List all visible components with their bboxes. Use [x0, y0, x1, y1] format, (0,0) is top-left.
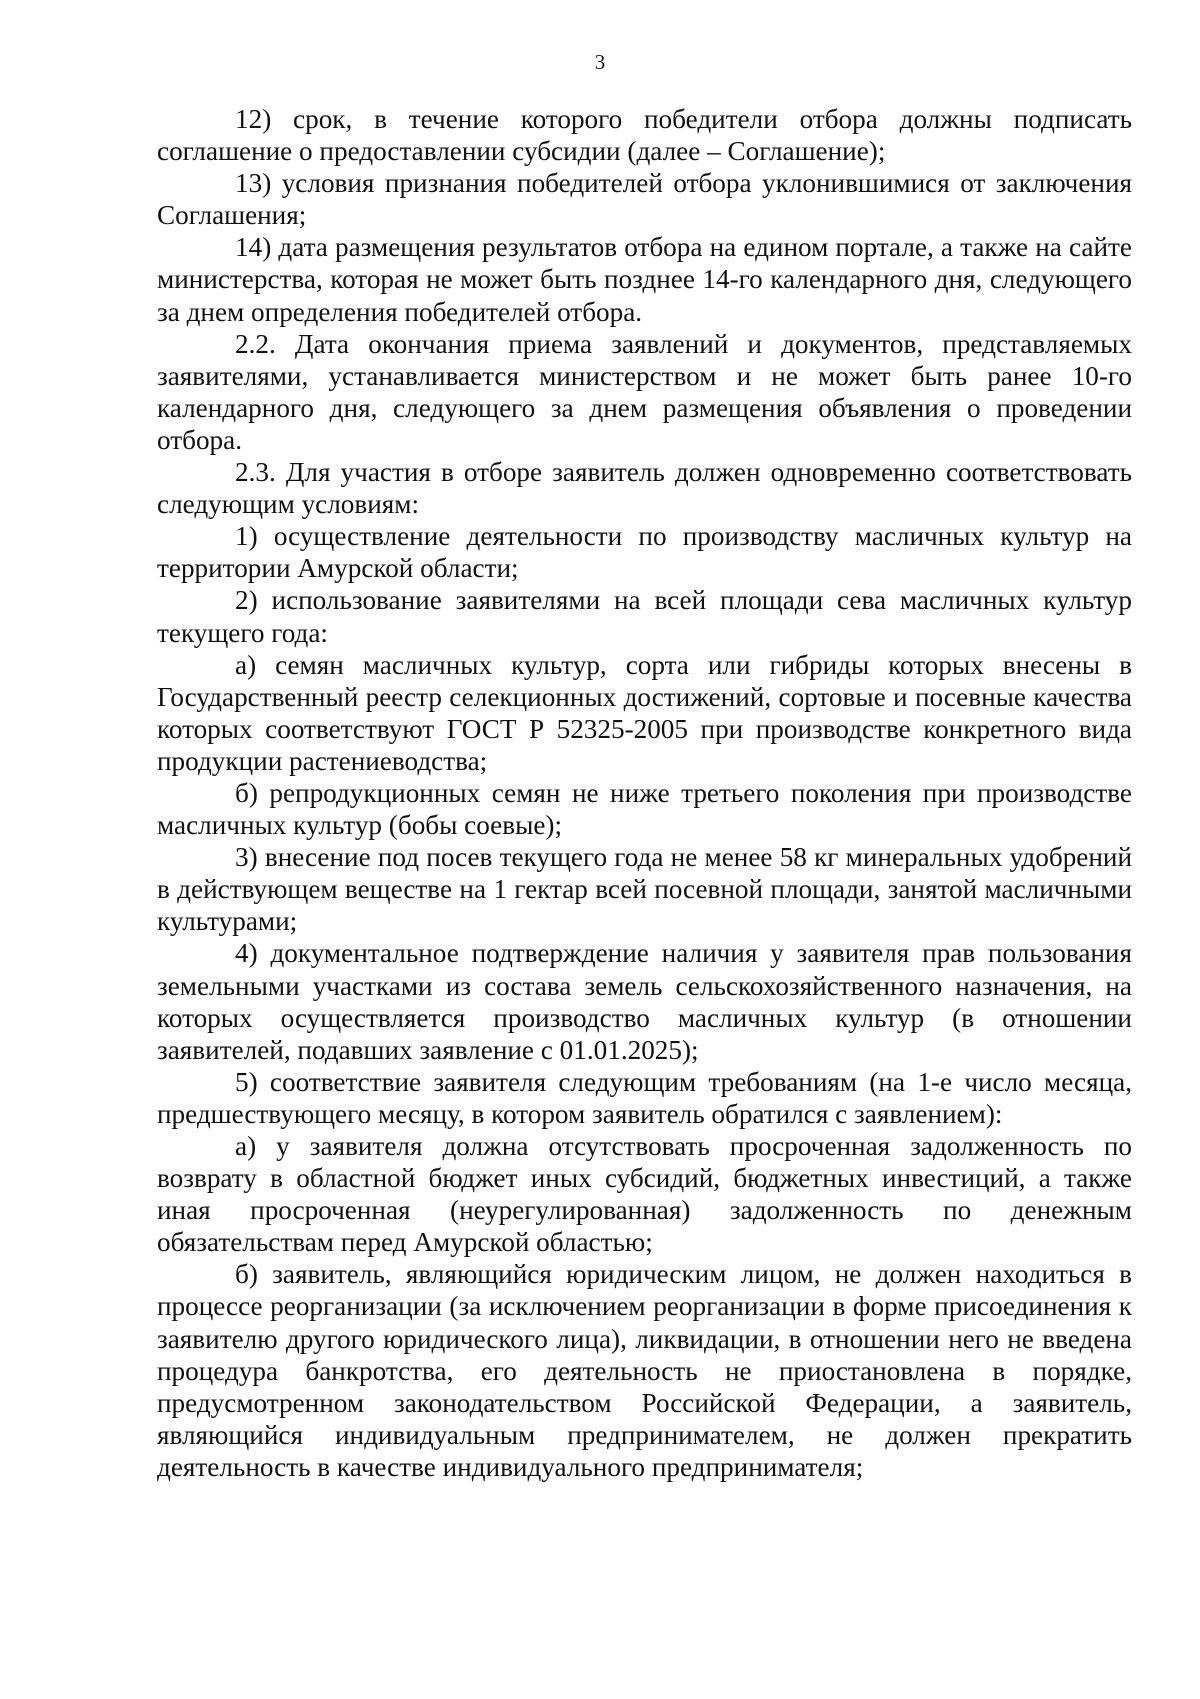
- paragraph-condition-5a: а) у заявителя должна отсутствовать просроченная задолженность по возврату в областной бюджет иных субсидий, бюджетных инвестиций, а также иная просроченная (неурегулированная) задолженность по денежным обязательствам перед Амурской областью;: [157, 1131, 1132, 1258]
- paragraph-condition-1: 1) осуществление деятельности по производству масличных культур на территории Амурской области;: [157, 521, 1132, 584]
- paragraph-condition-2a: а) семян масличных культур, сорта или гибриды которых внесены в Государственный реестр селекционных достижений, сортовые и посевные качества которых соответствуют ГОСТ Р 52325-2005 при производстве конкретного вида продукции растениеводства;: [157, 649, 1132, 776]
- paragraph-item-12: 12) срок, в течение которого победители отбора должны подписать соглашение о предоставлении субсидии (далее – Соглашение);: [157, 104, 1132, 167]
- paragraph-item-14: 14) дата размещения результатов отбора на едином портале, а также на сайте министерства, которая не может быть позднее 14-го календарного дня, следующего за днем определения победителей отбора.: [157, 232, 1132, 327]
- document-body: [157, 103, 1132, 1483]
- paragraph-condition-4: 4) документальное подтверждение наличия у заявителя прав пользования земельными участками из состава земель сельскохозяйственного назначения, на которых осуществляется производство масличных культур (в отношении заявителей, подавших заявление с 01.01.2025);: [157, 938, 1132, 1065]
- paragraph-condition-2b: б) репродукционных семян не ниже третьего поколения при производстве масличных культур (бобы соевые);: [157, 777, 1132, 841]
- paragraph-condition-5: 5) соответствие заявителя следующим требованиям (на 1-е число месяца, предшествующего месяцу, в котором заявитель обратился с заявлением):: [157, 1066, 1132, 1129]
- paragraph-condition-3: 3) внесение под посев текущего года не менее 58 кг минеральных удобрений в действующем веществе на 1 гектар всей посевной площади, занятой масличными культурами;: [157, 842, 1132, 937]
- page-number: 3: [594, 50, 606, 74]
- paragraph-condition-2: 2) использование заявителями на всей площади сева масличных культур текущего года:: [157, 585, 1132, 648]
- paragraph-item-13: 13) условия признания победителей отбора уклонившимися от заключения Соглашения;: [157, 168, 1132, 231]
- paragraph-condition-5b: б) заявитель, являющийся юридическим лицом, не должен находиться в процессе реорганизации (за исключением реорганизации в форме присоединения к заявителю другого юридического лица), ликвидации, в отношении него не введена процедура банкротства, его деятельность не приостановлена в порядке, предусмотренном законодательством Российской Федерации, а заявитель, являющийся индивидуальным предпринимателем, не должен прекратить деятельность в качестве индивидуального предпринимателя;: [157, 1259, 1132, 1482]
- paragraph-section-2-2: 2.2. Дата окончания приема заявлений и документов, представляемых заявителями, устанавливается министерством и не может быть ранее 10-го календарного дня, следующего за днем размещения объявления о проведении отбора.: [157, 328, 1132, 455]
- paragraph-section-2-3: 2.3. Для участия в отборе заявитель должен одновременно соответствовать следующим условиям:: [157, 457, 1132, 520]
